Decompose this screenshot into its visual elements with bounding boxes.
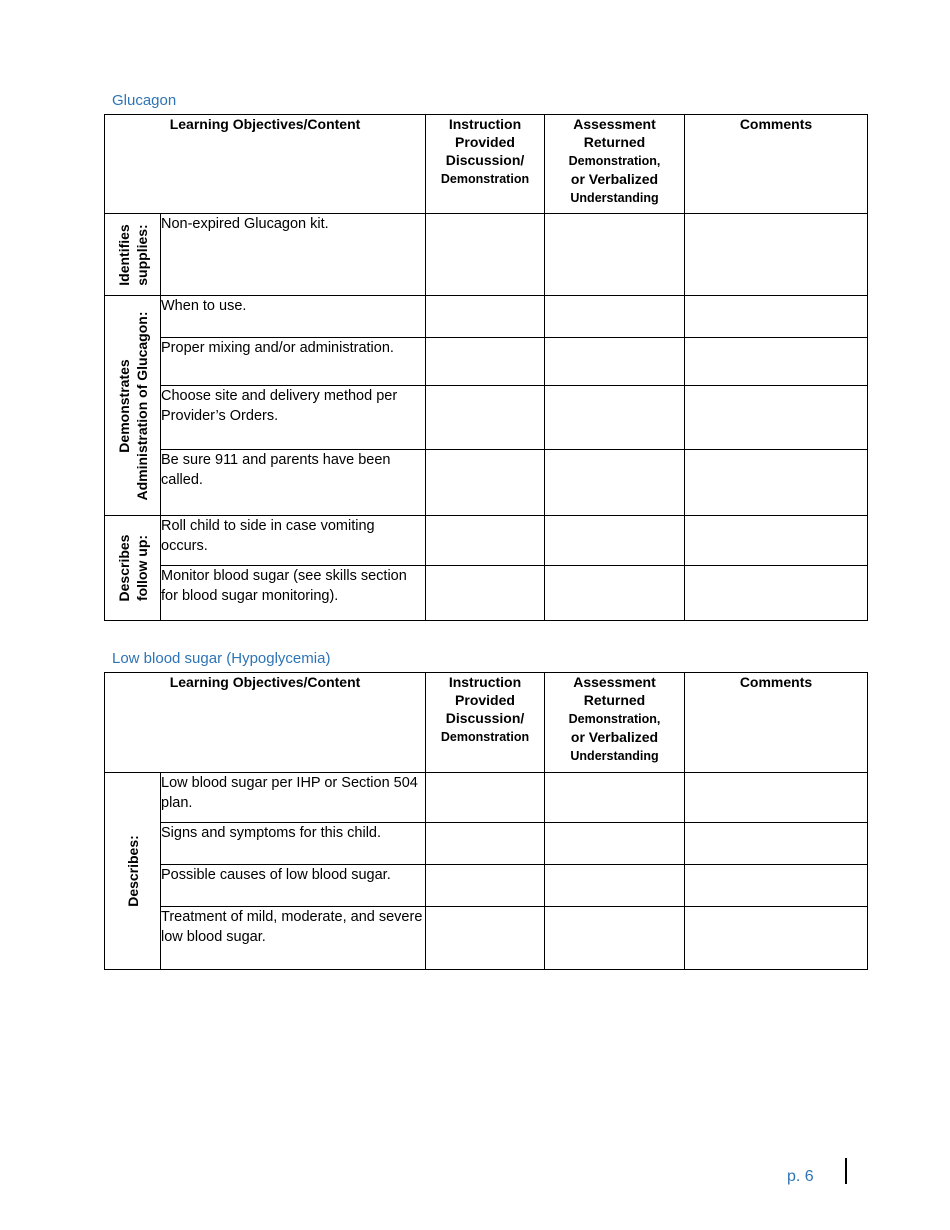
instruction-header: Instruction Provided Discussion/ Demonstration [426,673,545,773]
table-row [105,516,868,566]
instruction-cell[interactable] [426,214,545,296]
assessment-cell[interactable] [545,907,685,970]
instruction-cell[interactable] [426,823,545,865]
table-row [105,823,868,865]
comments-cell[interactable] [685,516,868,566]
comments-cell[interactable] [685,566,868,621]
instruction-cell[interactable] [426,338,545,386]
comments-header: Comments [685,673,868,773]
hypoglycemia-table [104,672,868,970]
group-label-demonstrates-administration: Demonstrates Administration of Glucagon: [105,296,161,516]
page-number: p. 6 [787,1168,814,1185]
table-row [105,773,868,823]
instruction-cell[interactable] [426,386,545,450]
objective-cell: Roll child to side in case vomiting occurs. [161,516,426,566]
assessment-cell[interactable] [545,516,685,566]
hypoglycemia-section-title: Low blood sugar (Hypoglycemia) [112,650,331,667]
assessment-cell[interactable] [545,566,685,621]
table-row [105,338,868,386]
comments-cell[interactable] [685,450,868,516]
assessment-cell[interactable] [545,865,685,907]
objective-cell: Signs and symptoms for this child. [161,823,426,865]
objective-cell: Non-expired Glucagon kit. [161,214,426,296]
objective-cell: Monitor blood sugar (see skills section for blood sugar monitoring). [161,566,426,621]
group-label-identifies-supplies: Identifies supplies: [105,214,161,296]
instruction-cell[interactable] [426,907,545,970]
comments-cell[interactable] [685,338,868,386]
assessment-cell[interactable] [545,450,685,516]
instruction-cell[interactable] [426,865,545,907]
instruction-cell[interactable] [426,566,545,621]
objective-cell: Treatment of mild, moderate, and severe low blood sugar. [161,907,426,970]
table-row [105,907,868,970]
assessment-cell[interactable] [545,338,685,386]
group-label-describes: Describes: [105,773,161,970]
comments-cell[interactable] [685,907,868,970]
table-row [105,450,868,516]
objective-cell: Low blood sugar per IHP or Section 504 plan. [161,773,426,823]
assessment-cell[interactable] [545,296,685,338]
instruction-cell[interactable] [426,516,545,566]
glucagon-table [104,114,868,621]
comments-cell[interactable] [685,296,868,338]
objectives-header: Learning Objectives/Content [105,673,426,773]
page-number-divider [845,1158,847,1184]
assessment-cell[interactable] [545,386,685,450]
table-row [105,296,868,338]
assessment-header: Assessment Returned Demonstration, or Verbalized Understanding [545,673,685,773]
instruction-cell[interactable] [426,450,545,516]
table-row [105,214,868,296]
instruction-cell[interactable] [426,773,545,823]
objective-cell: Be sure 911 and parents have been called. [161,450,426,516]
assessment-cell[interactable] [545,773,685,823]
table-row [105,386,868,450]
glucagon-header-row [105,115,868,214]
glucagon-section-title: Glucagon [112,92,177,109]
instruction-header: Instruction Provided Discussion/ Demonstration [426,115,545,214]
objective-cell: Choose site and delivery method per Provider’s Orders. [161,386,426,450]
comments-cell[interactable] [685,386,868,450]
objective-cell: When to use. [161,296,426,338]
comments-cell[interactable] [685,865,868,907]
table-row [105,566,868,621]
assessment-header: Assessment Returned Demonstration, or Verbalized Understanding [545,115,685,214]
objective-cell: Possible causes of low blood sugar. [161,865,426,907]
comments-cell[interactable] [685,214,868,296]
instruction-cell[interactable] [426,296,545,338]
comments-header: Comments [685,115,868,214]
assessment-cell[interactable] [545,823,685,865]
hypoglycemia-header-row [105,673,868,773]
objective-cell: Proper mixing and/or administration. [161,338,426,386]
group-label-describes-follow-up: Describes follow up: [105,516,161,621]
assessment-cell[interactable] [545,214,685,296]
comments-cell[interactable] [685,773,868,823]
comments-cell[interactable] [685,823,868,865]
objectives-header: Learning Objectives/Content [105,115,426,214]
table-row [105,865,868,907]
